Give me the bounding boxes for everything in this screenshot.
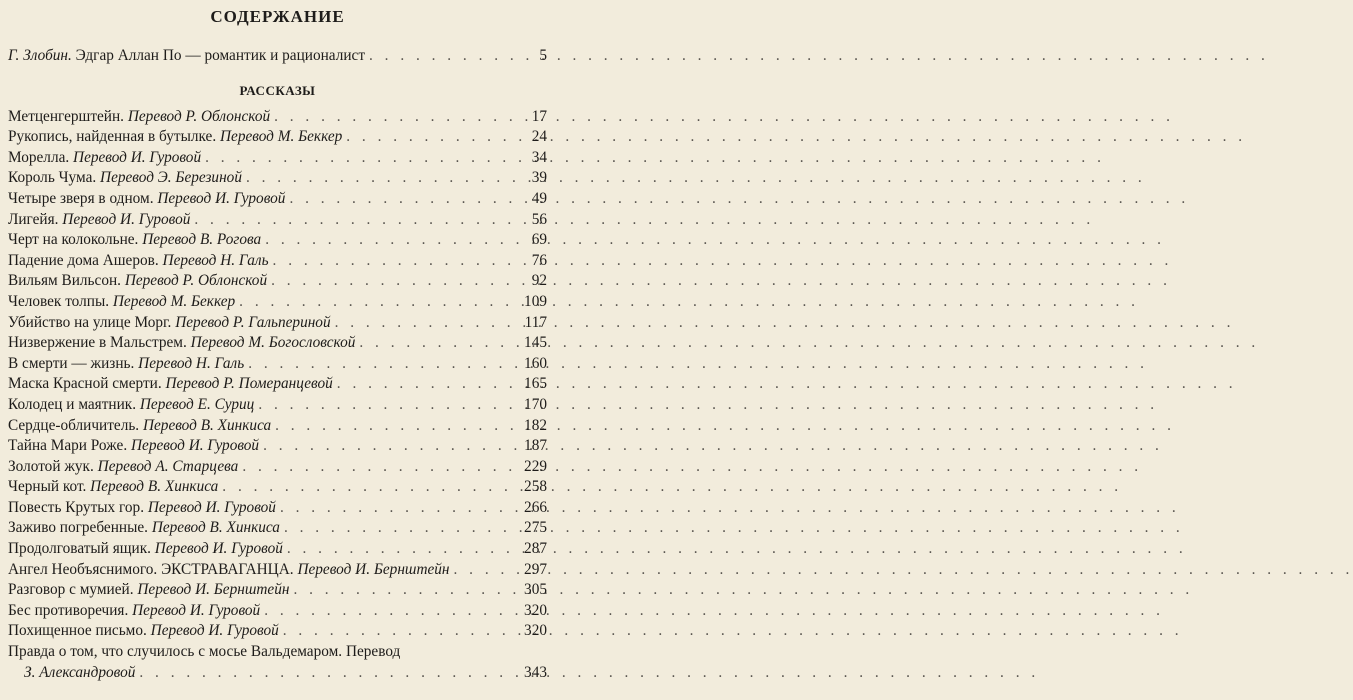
entry-text bbox=[8, 436, 259, 457]
entry-translator: Перевод М. Беккер bbox=[219, 128, 343, 146]
entry-translator: Перевод А. Старцева bbox=[97, 457, 239, 475]
toc-entry bbox=[8, 498, 547, 519]
entry-text bbox=[8, 168, 242, 189]
entry-page-number: 109 bbox=[524, 292, 547, 310]
toc-entry bbox=[8, 560, 547, 581]
entry-title: Ангел Необъяснимого. ЭКСТРАВАГАНЦА. bbox=[8, 560, 298, 578]
dot-leader bbox=[289, 189, 517, 210]
dot-leader bbox=[284, 518, 517, 539]
entry-translator: Перевод В. Хинкиса bbox=[142, 416, 272, 434]
entry-translator: Перевод И. Гуровой bbox=[150, 622, 279, 640]
entry-page-number: 160 bbox=[524, 354, 547, 372]
entry-title: Низвержение в Мальстрем. bbox=[8, 334, 191, 352]
entry-title: Лигейя. bbox=[8, 210, 63, 228]
toc-entry bbox=[8, 127, 547, 148]
entry-text bbox=[8, 271, 267, 292]
dot-leader bbox=[239, 292, 517, 313]
entry-text bbox=[8, 457, 238, 478]
dot-leader bbox=[293, 580, 517, 601]
toc-entry bbox=[8, 601, 547, 622]
entry-title: Сердце-обличитель. bbox=[8, 416, 143, 434]
entry-title: Человек толпы. bbox=[8, 292, 113, 310]
entry-translator: Перевод И. Гуровой bbox=[62, 210, 191, 228]
entry-text bbox=[8, 333, 355, 354]
entry-page-number: 320 bbox=[524, 601, 547, 619]
entry-translator: Перевод Р. Облонской bbox=[127, 107, 271, 125]
entry-page-number: 49 bbox=[531, 189, 547, 207]
entry-title: Метценгерштейн. bbox=[8, 107, 128, 125]
dot-leader bbox=[271, 271, 517, 292]
toc-entry bbox=[8, 168, 547, 189]
entry-title: Рукопись, найденная в бутылке. bbox=[8, 128, 220, 146]
entry-text bbox=[8, 601, 260, 622]
intro-text bbox=[8, 46, 365, 67]
entry-title: Морелла. bbox=[8, 148, 74, 166]
entry-title: Черт на колокольне. bbox=[8, 231, 143, 249]
toc-entry bbox=[8, 313, 547, 334]
dot-leader bbox=[335, 313, 517, 334]
dot-leader bbox=[275, 416, 517, 437]
dot-leader bbox=[205, 148, 517, 169]
entry-page-number: 92 bbox=[531, 272, 547, 290]
dot-leader bbox=[263, 436, 517, 457]
entry-title: Король Чума. bbox=[8, 169, 101, 187]
entry-page-number: 187 bbox=[524, 437, 547, 455]
dot-leader bbox=[222, 477, 517, 498]
entry-text bbox=[8, 107, 270, 128]
entry-text bbox=[8, 560, 450, 581]
dot-leader bbox=[273, 251, 517, 272]
entry-title: Черный кот. bbox=[8, 478, 91, 496]
entry-page-number: 275 bbox=[524, 519, 547, 537]
entry-page-number: 287 bbox=[524, 540, 547, 558]
toc-entry bbox=[8, 416, 547, 437]
entry-page-number: 258 bbox=[524, 478, 547, 496]
dot-leader bbox=[274, 107, 517, 128]
entry-page-number: 17 bbox=[531, 107, 547, 125]
entry-title: Падение дома Ашеров. bbox=[8, 251, 163, 269]
toc-entry bbox=[8, 457, 547, 478]
last-entry-line1 bbox=[8, 642, 547, 663]
dot-leader bbox=[287, 539, 517, 560]
entry-page-number: 170 bbox=[524, 395, 547, 413]
toc-entry bbox=[8, 148, 547, 169]
entry-text bbox=[8, 189, 285, 210]
dot-leader bbox=[258, 395, 517, 416]
toc-entry bbox=[8, 251, 547, 272]
last-entry-line2 bbox=[8, 663, 547, 684]
entry-translator: Перевод Э. Березиной bbox=[100, 169, 242, 187]
entry-text bbox=[8, 210, 190, 231]
entry-translator: Перевод И. Бернштейн bbox=[297, 560, 450, 578]
entry-title: Золотой жук. bbox=[8, 457, 98, 475]
entry-text bbox=[8, 539, 283, 560]
intro-author: Г. Злобин. bbox=[8, 47, 72, 64]
entry-translator: Перевод Р. Гальпериной bbox=[175, 313, 331, 331]
entry-title: Вильям Вильсон. bbox=[8, 272, 125, 290]
dot-leader bbox=[265, 230, 517, 251]
entry-translator: Перевод М. Беккер bbox=[112, 292, 236, 310]
entry-text bbox=[8, 580, 289, 601]
entry-page-number: 69 bbox=[531, 231, 547, 249]
entry-translator: Перевод И. Гуровой bbox=[132, 601, 261, 619]
entry-text bbox=[8, 416, 271, 437]
toc-entry bbox=[8, 436, 547, 457]
entry-translator: Перевод И. Гуровой bbox=[154, 540, 283, 558]
last-entry-title: Правда о том, что случилось с мосье Вальдемаром. bbox=[8, 643, 346, 661]
entry-translator: Перевод В. Рогова bbox=[142, 231, 262, 249]
entry-page-number: 76 bbox=[531, 251, 547, 269]
entry-text bbox=[8, 230, 261, 251]
toc-entry bbox=[8, 292, 547, 313]
entry-translator: Перевод Н. Галь bbox=[138, 354, 245, 372]
entry-page-number: 24 bbox=[531, 128, 547, 146]
toc-entry bbox=[8, 271, 547, 292]
dot-leader bbox=[346, 127, 517, 148]
entry-title: Тайна Мари Роже. bbox=[8, 437, 131, 455]
intro-entry bbox=[8, 46, 547, 67]
entry-translator: Перевод В. Хинкиса bbox=[151, 519, 280, 537]
entry-title: Повесть Крутых гор. bbox=[8, 498, 148, 516]
last-entry-page-number: 343 bbox=[524, 663, 547, 681]
entry-page-number: 34 bbox=[531, 148, 547, 166]
entry-title: Четыре зверя в одном. bbox=[8, 189, 158, 207]
dot-leader bbox=[454, 560, 517, 581]
entry-page-number: 320 bbox=[524, 622, 547, 640]
story-list bbox=[8, 107, 547, 642]
page-title: СОДЕРЖАНИЕ bbox=[210, 7, 345, 26]
entry-text bbox=[8, 127, 342, 148]
entry-text bbox=[8, 518, 280, 539]
entry-translator: Перевод И. Бернштейн bbox=[137, 581, 290, 599]
entry-title: Заживо погребенные. bbox=[8, 519, 152, 537]
dot-leader bbox=[194, 210, 517, 231]
entry-title: В смерти — жизнь. bbox=[8, 354, 139, 372]
entry-page-number: 165 bbox=[524, 375, 547, 393]
last-entry-translator-part2: З. Александровой bbox=[24, 663, 136, 681]
last-entry-translator-part1: Перевод bbox=[345, 643, 401, 661]
toc-entry bbox=[8, 395, 547, 416]
intro-page-number: 5 bbox=[539, 47, 547, 64]
dot-leader bbox=[264, 601, 517, 622]
entry-translator: Перевод И. Гуровой bbox=[157, 189, 286, 207]
entry-text bbox=[8, 313, 331, 334]
dot-leader bbox=[359, 333, 517, 354]
entry-translator: Перевод М. Богословской bbox=[190, 334, 356, 352]
entry-title: Продолговатый ящик. bbox=[8, 540, 155, 558]
entry-text bbox=[8, 498, 276, 519]
entry-page-number: 266 bbox=[524, 498, 547, 516]
entry-page-number: 145 bbox=[524, 334, 547, 352]
toc-entry bbox=[8, 539, 547, 560]
dot-leader bbox=[369, 46, 517, 67]
entry-page-number: 305 bbox=[524, 581, 547, 599]
entry-translator: Перевод Р. Облонской bbox=[124, 272, 268, 290]
section-heading: РАССКАЗЫ bbox=[239, 82, 316, 98]
table-of-contents-page bbox=[0, 0, 554, 700]
entry-translator: Перевод В. Хинкиса bbox=[90, 478, 219, 496]
toc-entry bbox=[8, 189, 547, 210]
entry-page-number: 39 bbox=[531, 169, 547, 187]
intro-title: Эдгар Аллан По — романтик и рационалист bbox=[71, 47, 366, 64]
dot-leader bbox=[283, 621, 517, 642]
entry-page-number: 56 bbox=[531, 210, 547, 228]
entry-text bbox=[8, 148, 201, 169]
toc-entry bbox=[8, 580, 547, 601]
entry-text bbox=[8, 251, 269, 272]
entry-translator: Перевод И. Гуровой bbox=[73, 148, 202, 166]
toc-entry bbox=[8, 210, 547, 231]
entry-title: Маска Красной смерти. bbox=[8, 375, 166, 393]
entry-title: Убийство на улице Морг. bbox=[8, 313, 176, 331]
entry-title: Похищенное письмо. bbox=[8, 622, 151, 640]
entry-translator: Перевод Р. Померанцевой bbox=[165, 375, 333, 393]
dot-leader bbox=[337, 374, 517, 395]
entry-page-number: 117 bbox=[524, 313, 547, 331]
dot-leader bbox=[246, 168, 517, 189]
entry-text bbox=[8, 621, 279, 642]
entry-text bbox=[8, 374, 333, 395]
entry-translator: Перевод Е. Суриц bbox=[139, 395, 255, 413]
entry-translator: Перевод Н. Галь bbox=[162, 251, 269, 269]
dot-leader bbox=[139, 663, 517, 684]
toc-entry bbox=[8, 230, 547, 251]
entry-translator: Перевод И. Гуровой bbox=[131, 437, 260, 455]
last-entry bbox=[8, 642, 547, 683]
entry-page-number: 297 bbox=[524, 560, 547, 578]
entry-title: Колодец и маятник. bbox=[8, 395, 140, 413]
toc-entry bbox=[8, 621, 547, 642]
entry-text bbox=[8, 395, 254, 416]
dot-leader bbox=[280, 498, 517, 519]
toc-entry bbox=[8, 374, 547, 395]
toc-entry bbox=[8, 107, 547, 128]
toc-entry bbox=[8, 518, 547, 539]
entry-text bbox=[8, 477, 218, 498]
entry-title: Разговор с мумией. bbox=[8, 581, 138, 599]
entry-text bbox=[8, 354, 244, 375]
dot-leader bbox=[242, 457, 517, 478]
toc-entry bbox=[8, 354, 547, 375]
toc-entry bbox=[8, 333, 547, 354]
entry-page-number: 182 bbox=[524, 416, 547, 434]
toc-entry bbox=[8, 477, 547, 498]
entry-text bbox=[8, 292, 235, 313]
entry-title: Бес противоречия. bbox=[8, 601, 133, 619]
entry-page-number: 229 bbox=[524, 457, 547, 475]
dot-leader bbox=[248, 354, 517, 375]
entry-translator: Перевод И. Гуровой bbox=[147, 498, 276, 516]
